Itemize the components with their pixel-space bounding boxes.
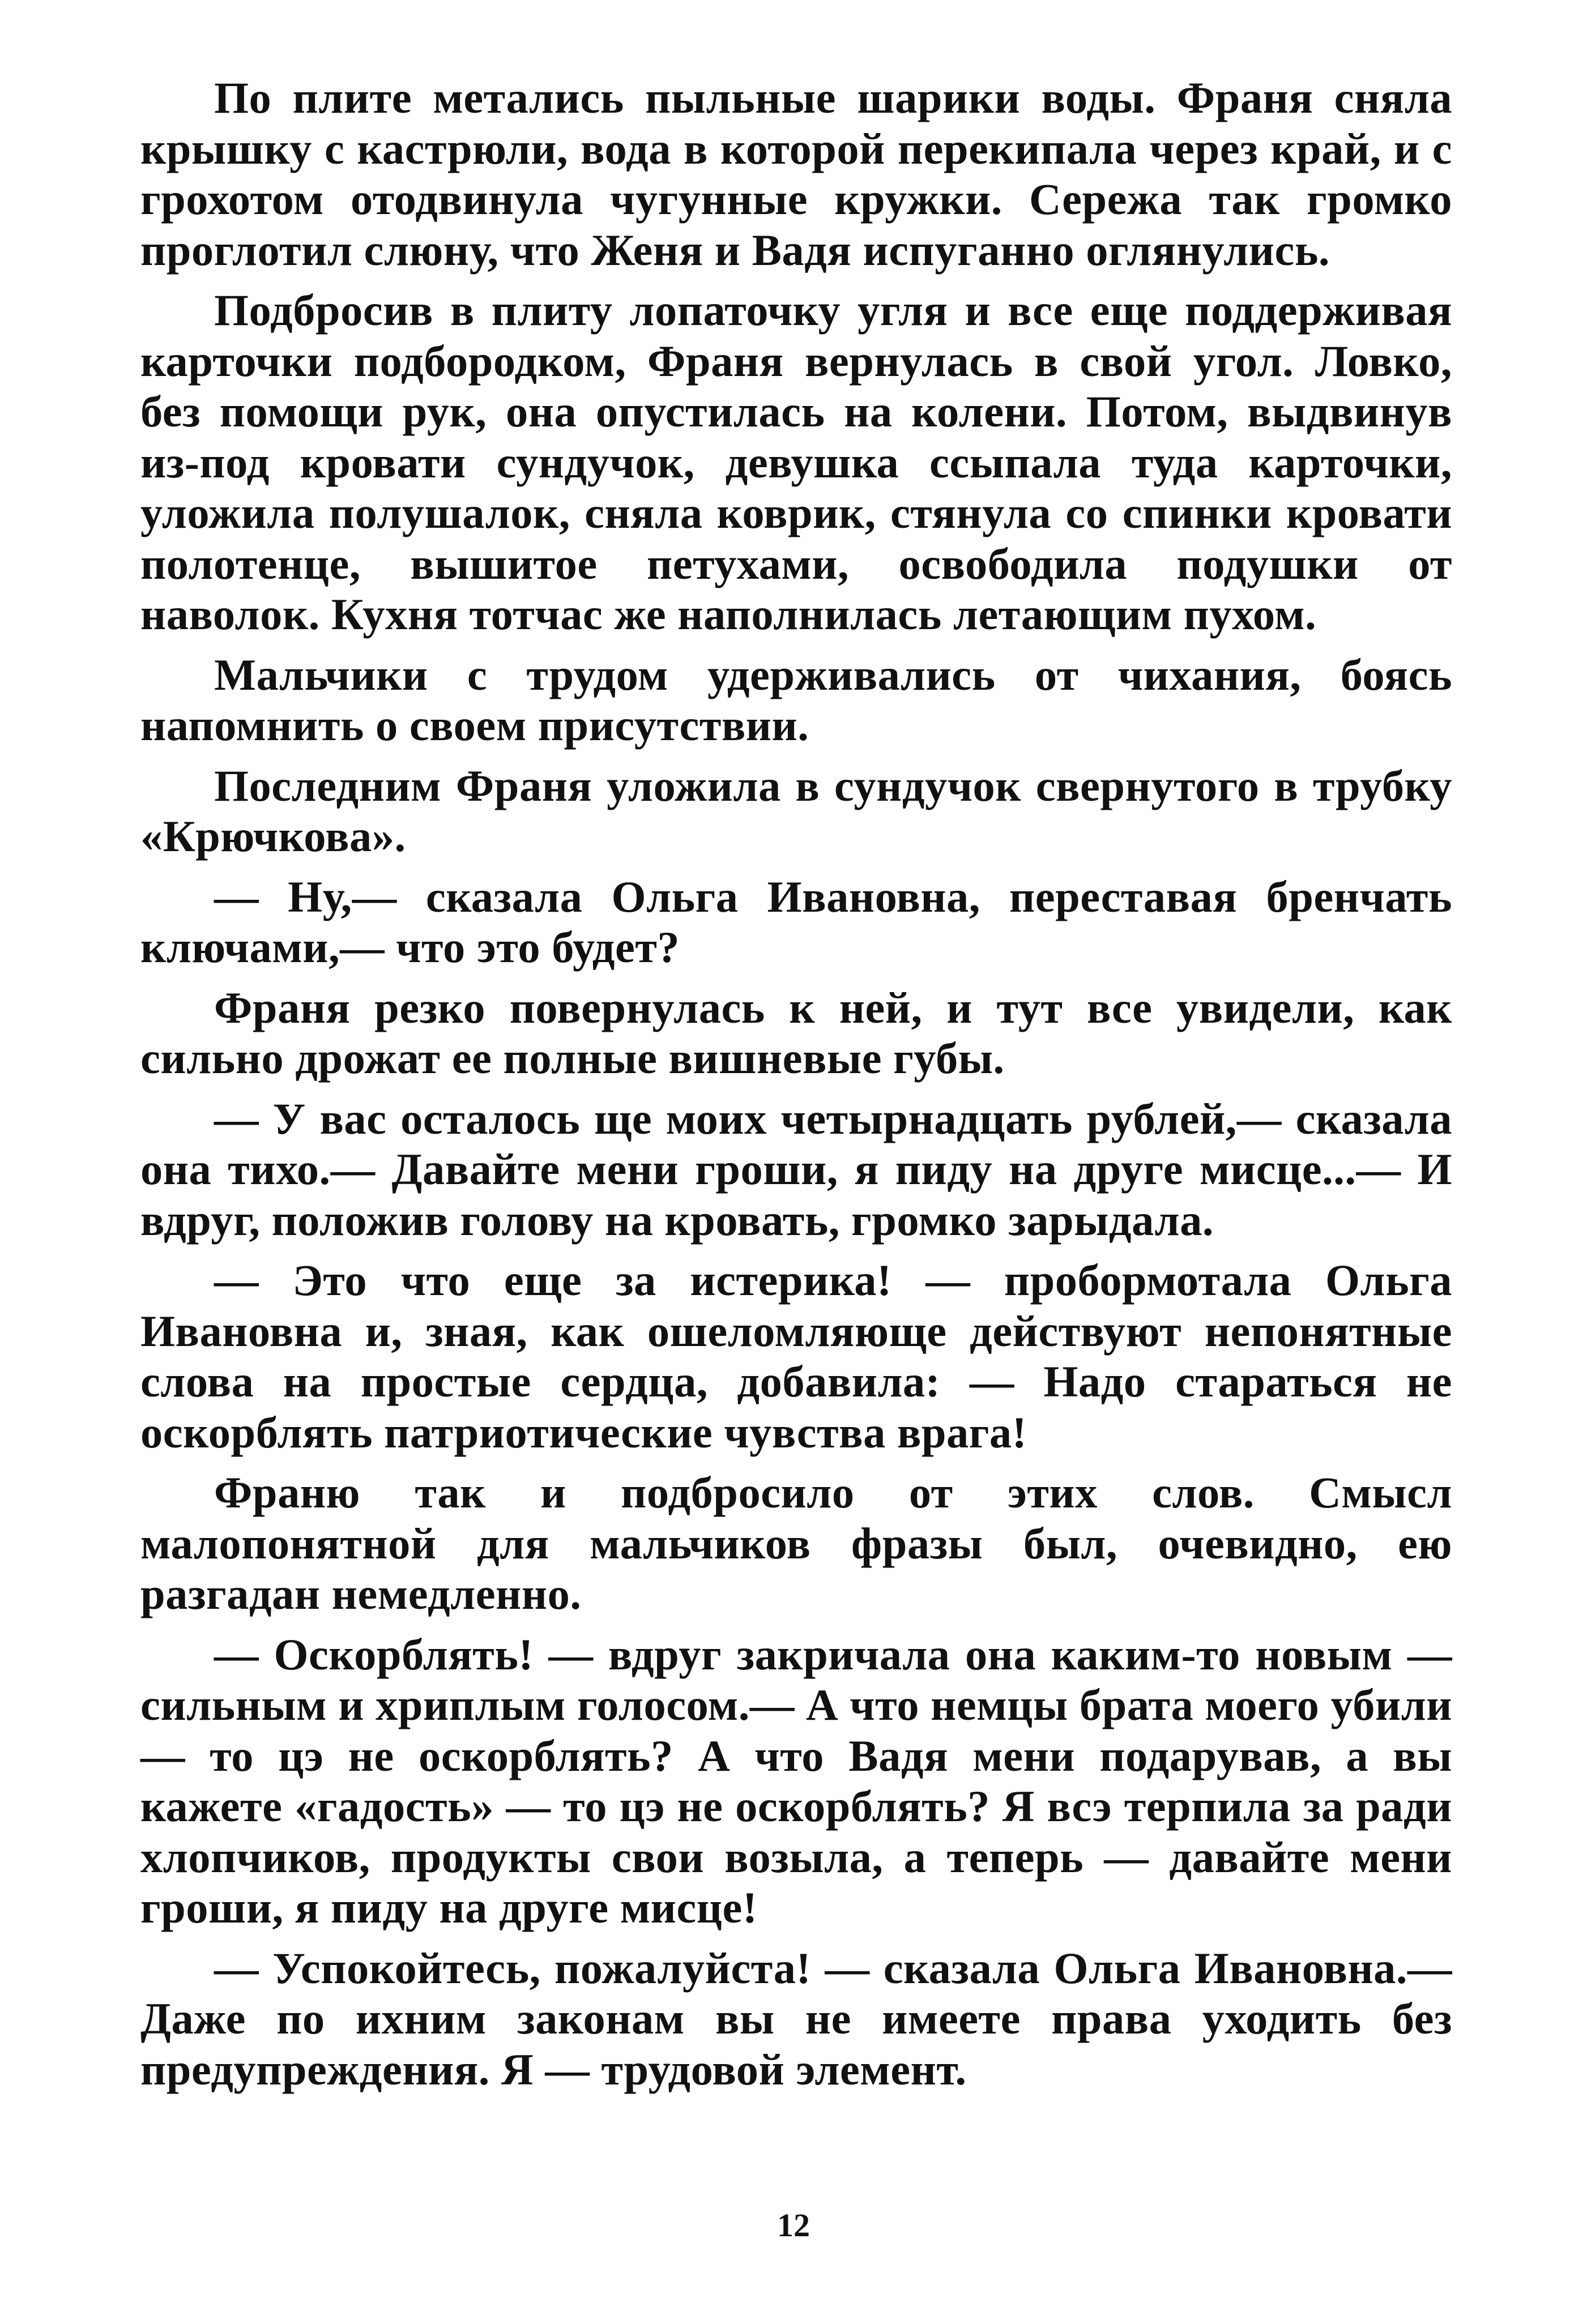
- paragraph-8: — Это что еще за истерика! — пробормотала Ольга Ивановна и, зная, как ошеломляюще действуют непонятные слова на простые сердца, добавила: — Надо стараться не оскорблять патриотические чувства врага!: [140, 1255, 1452, 1457]
- paragraph-3: Мальчики с трудом удерживались от чихания, боясь напомнить о своем присутствии.: [140, 650, 1452, 750]
- paragraph-1: По плите метались пыльные шарики воды. Франя сняла крышку с кастрюли, вода в которой перекипала через край, и с грохотом отодвинула чугунные кружки. Сережа так громко проглотил слюну, что Женя и Вадя испуганно оглянулись.: [140, 73, 1452, 275]
- paragraph-4: Последним Франя уложила в сундучок свернутого в трубку «Крючкова».: [140, 761, 1452, 861]
- page-number: 12: [777, 2207, 810, 2244]
- paragraph-7: — У вас осталось ще моих четырнадцать рублей,— сказала она тихо.— Давайте мени гроши, я пиду на друге мисце...— И вдруг, положив голову на кровать, громко зарыдала.: [140, 1093, 1452, 1245]
- paragraph-5: — Ну,— сказала Ольга Ивановна, переставая бренчать ключами,— что это будет?: [140, 872, 1452, 972]
- paragraph-11: — Успокойтесь, пожалуйста! — сказала Ольга Ивановна.— Даже по ихним законам вы не имеете права уходить без предупреждения. Я — трудовой элемент.: [140, 1943, 1452, 2094]
- paragraph-10: — Оскорблять! — вдруг закричала она каким-то новым — сильным и хриплым голосом.— А что немцы брата моего убили — то цэ не оскорблять? А что Вадя мени подарував, а вы кажете «гадость» — то цэ не оскорблять? Я всэ терпила за ради хлопчиков, продукты свои возыла, а теперь — давайте мени гроши, я пиду на друге мисце!: [140, 1629, 1452, 1932]
- document-page: [140, 72, 1452, 2095]
- paragraph-6: Франя резко повернулась к ней, и тут все увидели, как сильно дрожат ее полные вишневые губы.: [140, 982, 1452, 1083]
- paragraph-2: Подбросив в плиту лопаточку угля и все еще поддерживая карточки подбородком, Франя вернулась в свой угол. Ловко, без помощи рук, она опустилась на колени. Потом, выдвинув из-под кровати сундучок, девушка ссыпала туда карточки, уложила полушалок, сняла коврик, стянула со спинки кровати полотенце, вышитое петухами, освободила подушки от наволок. Кухня тотчас же наполнилась летающим пухом.: [140, 285, 1452, 639]
- paragraph-9: Франю так и подбросило от этих слов. Смысл малопонятной для мальчиков фразы был, очевидно, ею разгадан немедленно.: [140, 1468, 1452, 1618]
